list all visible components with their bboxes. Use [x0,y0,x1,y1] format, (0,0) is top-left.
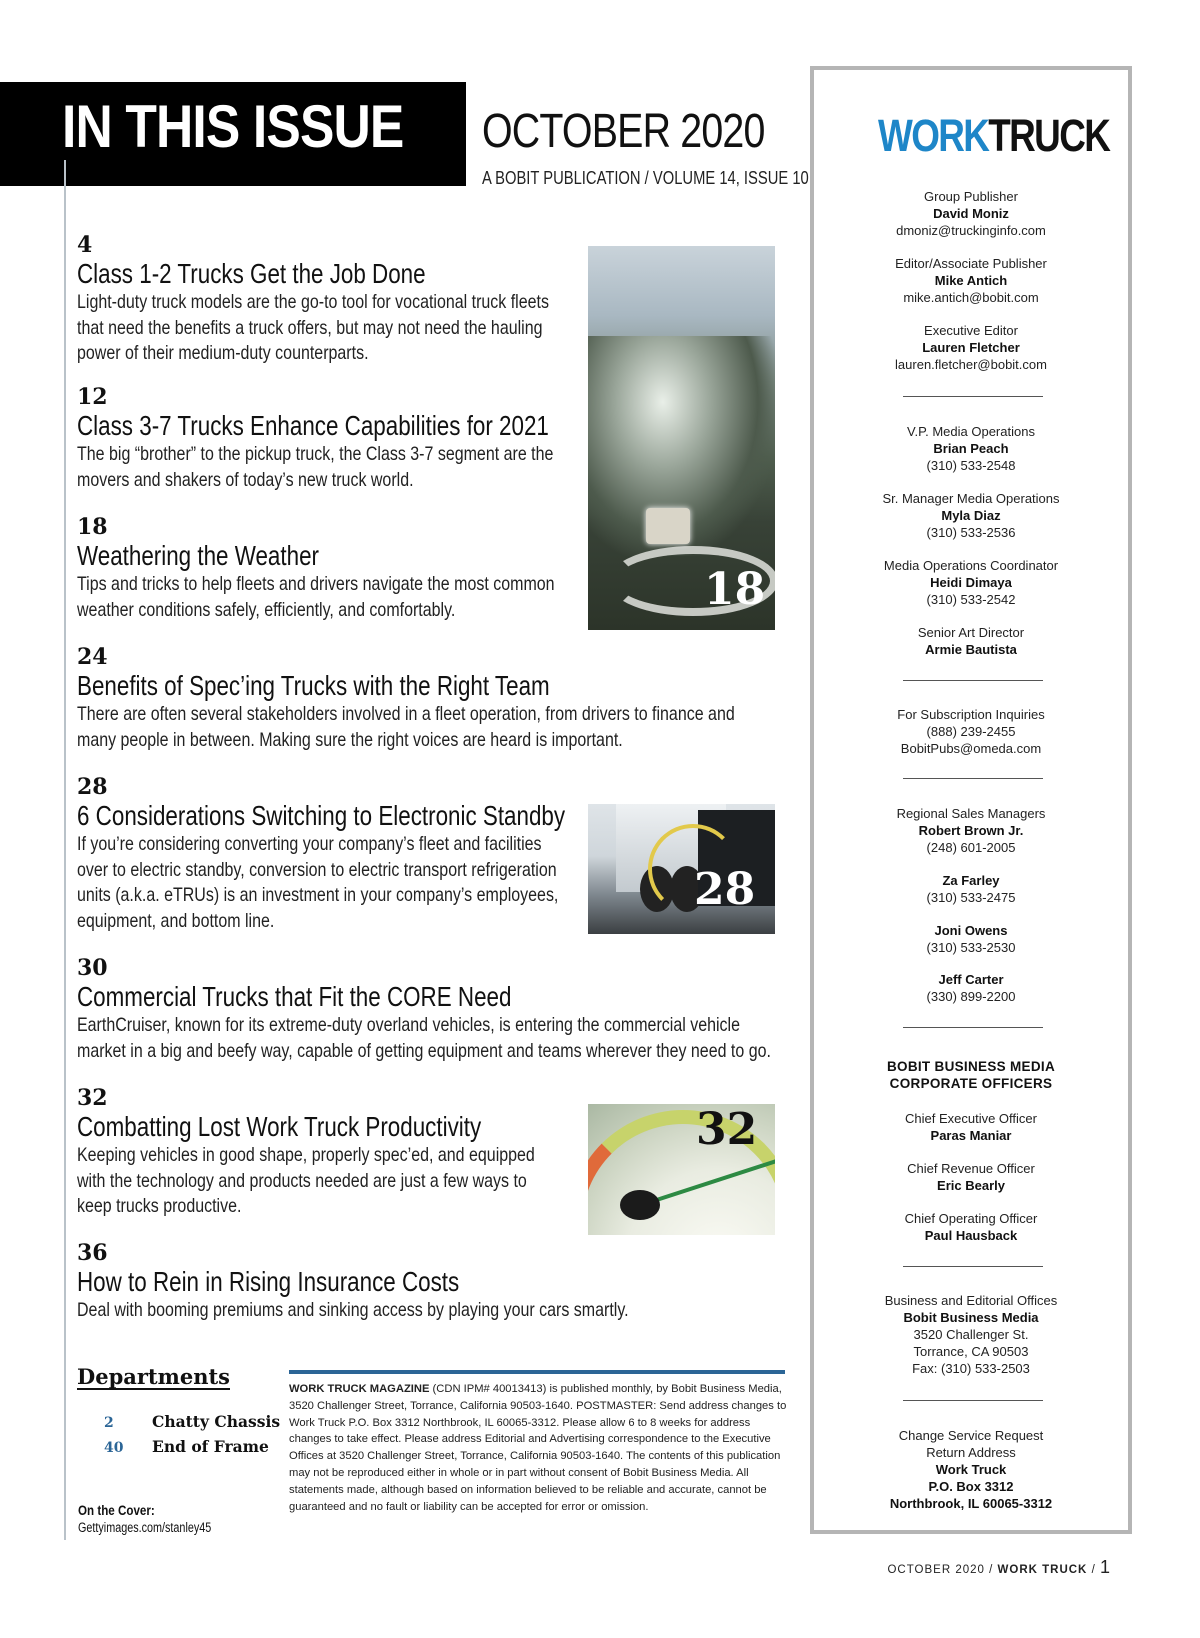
gauge-photo[interactable] [588,1104,775,1235]
masthead-vp-media [814,423,1128,474]
photo-page-number: 28 [694,864,756,915]
masthead-role: Editor/Associate Publisher [895,256,1047,271]
publication-notice-text: (CDN IPM# 40013413) is published monthly, by Bobit Business Media, 3520 Challenger Street, Torrance, California 90503-1640. POSTMASTER: Send address changes to Work Truck P.O. Box 3312 Northbrook, IL 60065-3312. Please allow 6 to 8 weeks for address changes to take effect. Please address Editorial and Advertising correspondence to the Executive Offices at 3520 Challenger Street, Torrance, California 90503-1640. The contents of this publication may not be reproduced either in whole or in part without consent of Bobit Business Media. All statements made, although based on information believed to be reliable and accurate, cannot be guaranteed and no fault or liability can be accepted for error or omission. [289,1383,787,1513]
truck-shape [646,508,690,544]
publication-notice [289,1381,787,1515]
article-description: If you’re considering converting your company’s fleet and facilities over to electric standby, conversion to electric transport refrigeration units (a.k.a. eTRUs) is an investment in your company’s employees, equipment, and bottom line. [77,833,559,932]
issue-date: OCTOBER 2020 [482,105,765,158]
issue-subtitle: A BOBIT PUBLICATION / VOLUME 14, ISSUE 10 [482,168,809,188]
masthead-email[interactable]: lauren.fletcher@bobit.com [895,357,1047,372]
masthead-name: Heidi Dimaya [930,575,1012,590]
masthead-role: For Subscription Inquiries [897,707,1045,722]
legal-rule [289,1370,785,1374]
department-label: Chatty Chassis [152,1412,281,1431]
article-28[interactable] [77,774,937,934]
masthead-email[interactable]: mike.antich@bobit.com [903,290,1039,305]
article-title[interactable]: Benefits of Spec’ing Trucks with the Right Team [77,670,550,701]
article-page-number: 4 [77,232,93,258]
cover-credit-source: Gettyimages.com/stanley45 [78,1520,212,1535]
article-18[interactable] [77,514,937,623]
masthead-phone: (310) 533-2536 [926,525,1016,540]
masthead-name: Brian Peach [933,441,1009,456]
department-page-number: 2 [104,1415,114,1431]
page-number: 1 [1099,1557,1110,1577]
masthead-name: Eric Bearly [937,1178,1005,1193]
masthead-divider [903,1266,1043,1267]
article-title[interactable]: How to Rein in Rising Insurance Costs [77,1266,460,1297]
masthead-divider [903,396,1043,397]
article-title[interactable]: Commercial Trucks that Fit the CORE Need [77,981,512,1012]
article-description: There are often several stakeholders involved in a fleet operation, from drivers to finance and many people in between. Making sure the right voices are heard is important. [77,703,735,751]
publication-name: WORK TRUCK MAGAZINE [289,1383,430,1395]
masthead-role: Change Service Request [898,1428,1044,1443]
masthead-role: Chief Operating Officer [904,1211,1038,1226]
masthead-email[interactable]: dmoniz@truckinginfo.com [896,223,1046,238]
article-description: Deal with booming premiums and sinking access by playing your cars smartly. [77,1299,629,1321]
departments-heading: Departments [77,1364,230,1389]
masthead-phone: (330) 899-2200 [926,989,1016,1004]
masthead-address: Northbrook, IL 60065-3312 [889,1496,1053,1511]
masthead-divider [903,680,1043,681]
masthead-role: Return Address [926,1445,1016,1460]
article-page-number: 24 [77,644,108,670]
masthead-phone: (310) 533-2530 [926,940,1016,955]
logo-truck: TRUCK [988,110,1110,161]
masthead-phone: (888) 239-2455 [926,724,1016,739]
article-page-number: 36 [77,1240,108,1266]
masthead-role: Business and Editorial Offices [884,1293,1058,1308]
masthead-phone: (310) 533-2542 [926,592,1016,607]
department-item[interactable] [104,1437,269,1456]
masthead-name: Work Truck [935,1462,1007,1477]
article-24[interactable] [77,644,937,753]
masthead-phone: (310) 533-2548 [926,458,1016,473]
article-title[interactable]: Combatting Lost Work Truck Productivity [77,1111,482,1142]
article-page-number: 32 [77,1085,108,1111]
cover-credit-label: On the Cover: [78,1503,155,1518]
article-title[interactable]: 6 Considerations Switching to Electronic Standby [77,800,566,831]
masthead-role: Executive Editor [924,323,1018,338]
masthead-cro [814,1160,1128,1194]
footer-date: OCTOBER 2020 / [887,1564,994,1576]
masthead-role: Chief Revenue Officer [907,1161,1035,1176]
masthead-address: Torrance, CA 90503 [913,1344,1029,1359]
masthead-sales [814,805,1128,856]
masthead-name: Paul Hausback [924,1228,1018,1243]
work-truck-logo [878,110,1109,162]
photo-page-number: 32 [696,1104,758,1155]
article-description: Keeping vehicles in good shape, properly spec’ed, and equipped with the technology and products needed are just a few ways to keep trucks productive. [77,1144,535,1217]
masthead-group-publisher [814,188,1128,239]
footer-separator: / [1091,1564,1096,1576]
masthead-name: Bobit Business Media [903,1310,1039,1325]
masthead-name: Armie Bautista [925,642,1017,657]
article-4[interactable] [77,232,937,367]
masthead-ceo [814,1110,1128,1144]
masthead-name: Mike Antich [934,273,1008,288]
masthead-name: Jeff Carter [938,972,1004,987]
masthead-name: Myla Diaz [941,508,1001,523]
masthead-address: P.O. Box 3312 [928,1479,1014,1494]
masthead-name: Za Farley [942,873,1000,888]
mountain-road-truck-photo[interactable] [588,246,775,630]
masthead-role: Sr. Manager Media Operations [882,491,1060,506]
masthead-sr-manager [814,490,1128,541]
masthead-phone: (248) 601-2005 [926,840,1016,855]
article-description: Tips and tricks to help fleets and drivers navigate the most common weather conditions safely, efficiently, and comfortably. [77,573,555,621]
masthead-name: Robert Brown Jr. [918,823,1024,838]
masthead-name: Paras Maniar [930,1128,1012,1143]
masthead-editor [814,255,1128,306]
gauge-hub-shape [620,1190,660,1220]
page-footer [887,1557,1110,1578]
masthead-service-request [814,1427,1128,1512]
article-description: The big “brother” to the pickup truck, the Class 3-7 segment are the movers and shakers of today’s new truck world. [77,443,554,491]
article-title[interactable]: Class 3-7 Trucks Enhance Capabilities for 2021 [77,410,549,441]
photo-page-number: 18 [704,564,766,615]
left-rule [64,160,66,1540]
footer-magazine: WORK TRUCK [997,1564,1088,1576]
article-32[interactable] [77,1085,937,1220]
masthead-address: 3520 Challenger St. [913,1327,1029,1342]
logo-work: WORK [878,110,989,161]
masthead-name: Joni Owens [934,923,1008,938]
masthead-art-director [814,624,1128,658]
article-page-number: 12 [77,384,108,410]
masthead-sales-person [814,872,1128,906]
masthead-role: Chief Executive Officer [905,1111,1037,1126]
masthead-panel [810,66,1132,1534]
masthead-role: V.P. Media Operations [907,424,1035,439]
masthead-exec-editor [814,322,1128,373]
masthead-phone: (310) 533-2475 [926,890,1016,905]
department-page-number: 40 [104,1440,124,1456]
masthead-role: Group Publisher [924,189,1018,204]
masthead-role: Regional Sales Managers [896,806,1046,821]
masthead-sales-person [814,971,1128,1005]
article-description: EarthCruiser, known for its extreme-duty overland vehicles, is entering the commercial vehicle market in a big and beefy way, capable of getting equipment and teams wherever they need to go. [77,1014,771,1062]
masthead-subscriptions [814,706,1128,757]
article-12[interactable] [77,384,937,493]
masthead-role: Senior Art Director [917,625,1025,640]
article-page-number: 18 [77,514,108,540]
department-label: End of Frame [152,1437,269,1456]
masthead-name: Lauren Fletcher [922,340,1020,355]
reefer-trailer-photo[interactable] [588,804,775,934]
masthead-fax: Fax: (310) 533-2503 [912,1361,1030,1376]
masthead-role: Media Operations Coordinator [883,558,1059,573]
masthead-name: David Moniz [933,206,1009,221]
article-page-number: 30 [77,955,108,981]
article-title[interactable]: Class 1-2 Trucks Get the Job Done [77,258,426,289]
masthead-divider [903,778,1043,779]
masthead-offices [814,1292,1128,1377]
corporate-heading: CORPORATE OFFICERS [889,1076,1053,1091]
masthead-divider [903,1027,1043,1028]
masthead-coordinator [814,557,1128,608]
masthead-email[interactable]: BobitPubs@omeda.com [900,741,1042,756]
masthead-divider [903,1400,1043,1401]
corporate-heading: BOBIT BUSINESS MEDIA [886,1059,1055,1074]
masthead-coo [814,1210,1128,1244]
masthead-sales-person [814,922,1128,956]
article-title[interactable]: Weathering the Weather [77,540,319,571]
article-30[interactable] [77,955,937,1064]
article-36[interactable] [77,1240,937,1324]
department-item[interactable] [104,1412,280,1431]
article-page-number: 28 [77,774,108,800]
page-title: IN THIS ISSUE [62,93,404,160]
article-description: Light-duty truck models are the go-to tool for vocational truck fleets that need the benefits a truck offers, but may not need the hauling power of their medium-duty counterparts. [77,291,549,364]
